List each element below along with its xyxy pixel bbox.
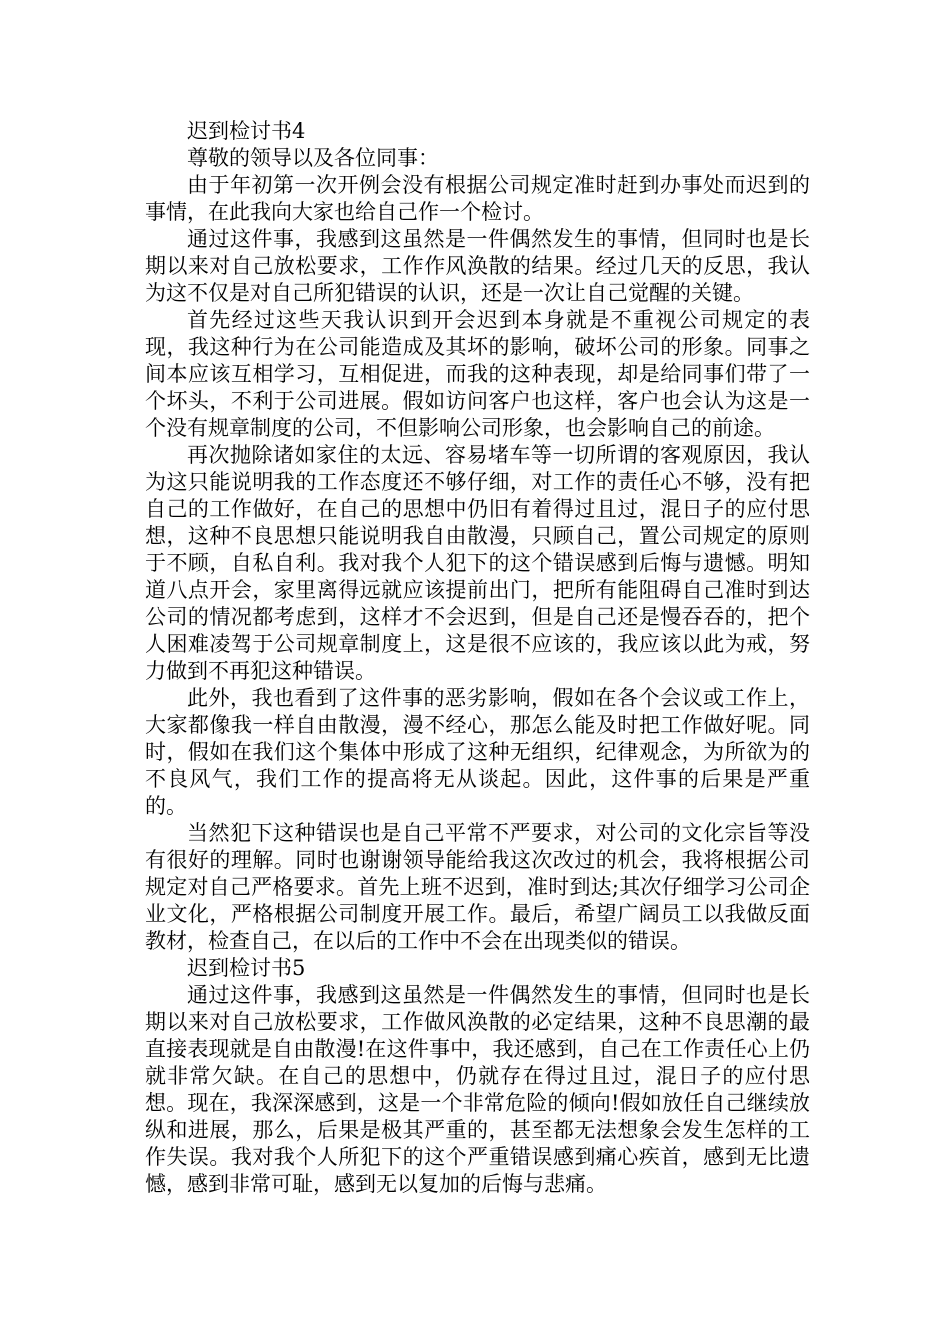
body-paragraph: 此外，我也看到了这件事的恶劣影响，假如在各个会议或工作上，大家都像我一样自由散漫，漫不经心，那怎么能及时把工作做好呢。同时，假如在我们这个集体中形成了这种无组织，纪律观念，为所欲为的不良风气，我们工作的提高将无从谈起。因此，这件事的后果是严重的。 bbox=[145, 686, 810, 818]
salutation: 尊敬的领导以及各位同事： bbox=[187, 146, 439, 170]
body-paragraph: 由于年初第一次开例会没有根据公司规定准时赶到办事处而迟到的事情，在此我向大家也给自己作一个检讨。 bbox=[145, 173, 810, 224]
body-paragraph: 通过这件事，我感到这虽然是一件偶然发生的事情，但同时也是长期以来对自己放松要求，工作作风涣散的结果。经过几天的反思，我认为这不仅是对自己所犯错误的认识，还是一次让自己觉醒的关键。 bbox=[145, 227, 810, 305]
section-title: 迟到检讨书5 bbox=[187, 956, 306, 980]
body-paragraph: 首先经过这些天我认识到开会迟到本身就是不重视公司规定的表现，我这种行为在公司能造成及其坏的影响，破坏公司的形象。同事之间本应该互相学习，互相促进，而我的这种表现，却是给同事们带了一个坏头，不利于公司进展。假如访问客户也这样，客户也会认为这是一个没有规章制度的公司，不但影响公司形象，也会影响自己的前途。 bbox=[145, 308, 810, 440]
document-body bbox=[145, 118, 810, 1198]
section-title: 迟到检讨书4 bbox=[187, 119, 306, 143]
body-paragraph: 当然犯下这种错误也是自己平常不严要求，对公司的文化宗旨等没有很好的理解。同时也谢谢领导能给我这次改过的机会，我将根据公司规定对自己严格要求。首先上班不迟到，准时到达;其次仔细学习公司企业文化，严格根据公司制度开展工作。最后，希望广阔员工以我做反面教材，检查自己，在以后的工作中不会在出现类似的错误。 bbox=[145, 821, 810, 953]
body-paragraph: 通过这件事，我感到这虽然是一件偶然发生的事情，但同时也是长期以来对自己放松要求，工作做风涣散的必定结果，这种不良思潮的最直接表现就是自由散漫!在这件事中，我还感到，自己在工作责任心上仍就非常欠缺。在自己的思想中，仍就存在得过且过，混日子的应付思想。现在，我深深感到，这是一个非常危险的倾向!假如放任自己继续放纵和进展，那么，后果是极其严重的，甚至都无法想象会发生怎样的工作失误。我对我个人所犯下的这个严重错误感到痛心疾首，感到无比遗憾，感到非常可耻，感到无以复加的后悔与悲痛。 bbox=[145, 983, 810, 1196]
body-paragraph: 再次抛除诸如家住的太远、容易堵车等一切所谓的客观原因，我认为这只能说明我的工作态度还不够仔细，对工作的责任心不够，没有把自己的工作做好，在自己的思想中仍旧有着得过且过，混日子的应付思想，这种不良思想只能说明我自由散漫，只顾自己，置公司规定的原则于不顾，自私自利。我对我个人犯下的这个错误感到后悔与遗憾。明知道八点开会，家里离得远就应该提前出门，把所有能阻碍自己准时到达公司的情况都考虑到，这样才不会迟到，但是自己还是慢吞吞的，把个人困难凌驾于公司规章制度上，这是很不应该的，我应该以此为戒，努力做到不再犯这种错误。 bbox=[145, 443, 810, 683]
